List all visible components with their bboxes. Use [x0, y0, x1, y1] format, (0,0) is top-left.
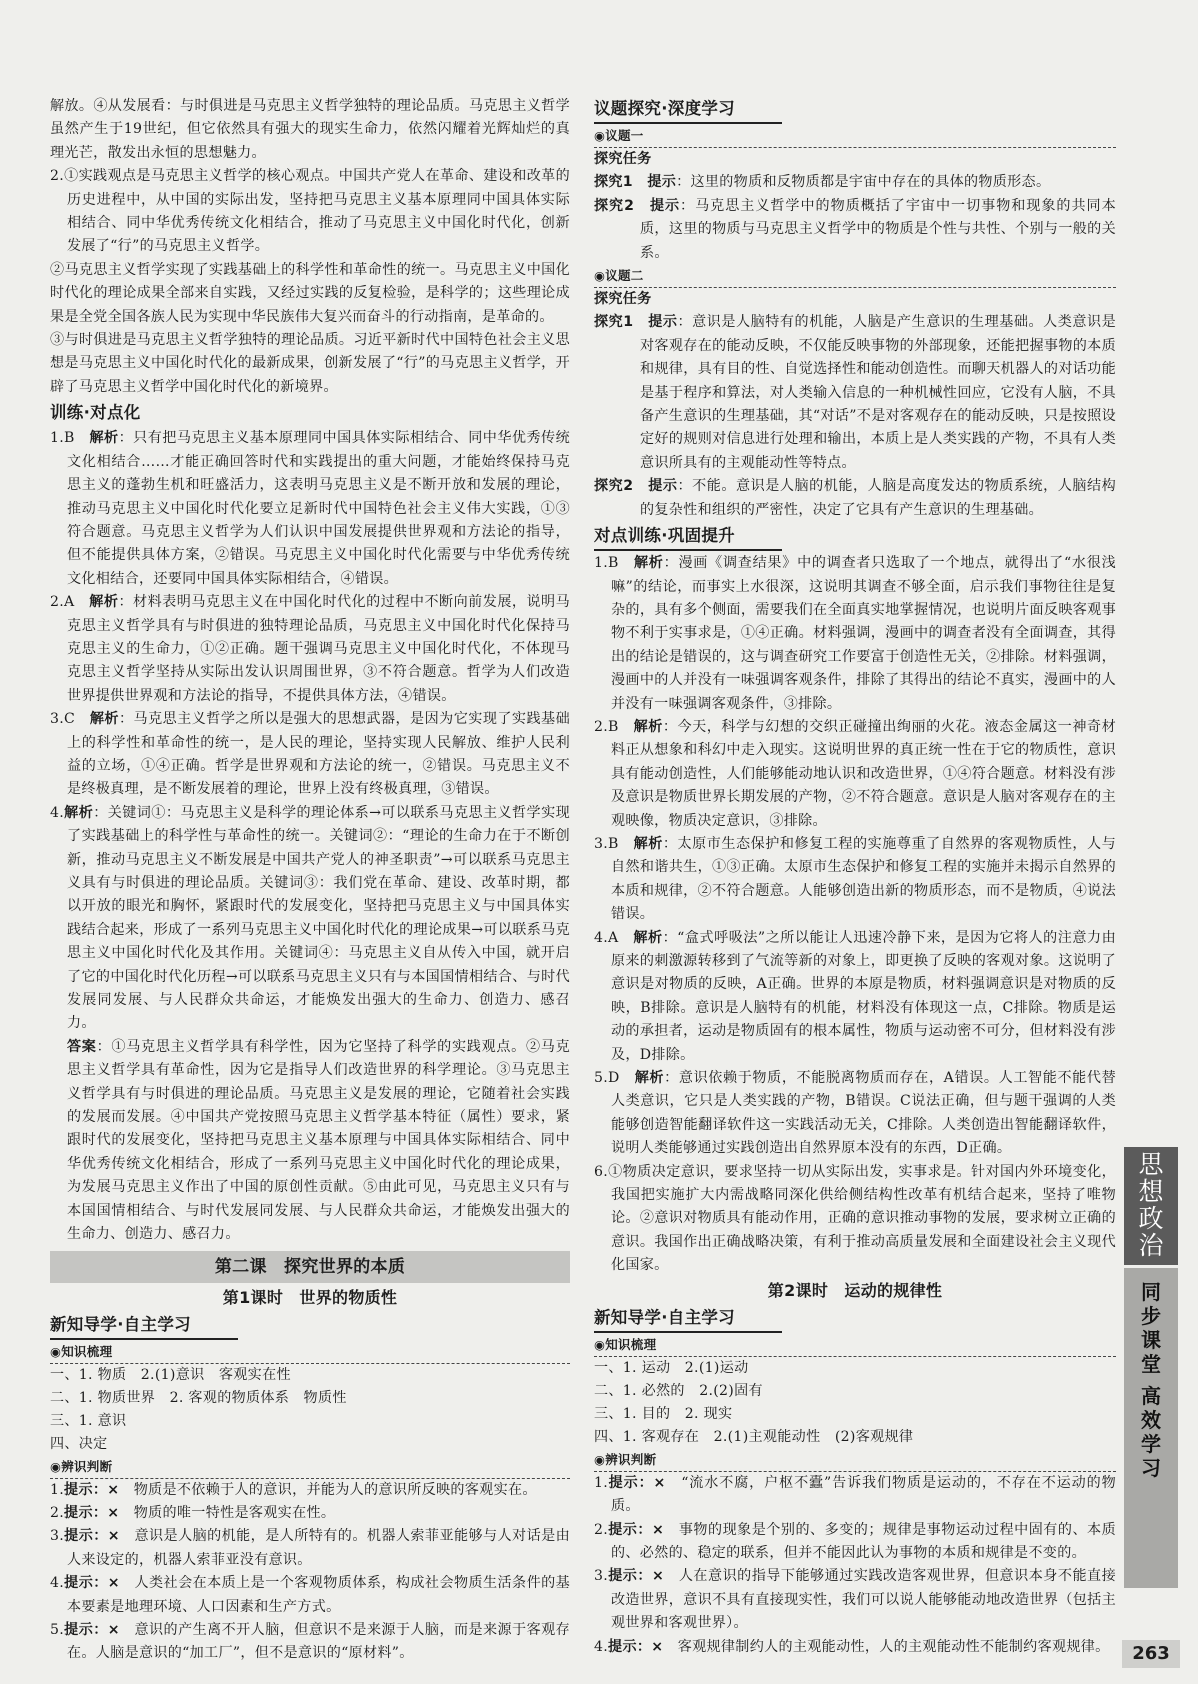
- training-item: 5.D 解析：意识依赖于物质，不能脱离物质而存在，A错误。人工智能不能代替人类意识，它只是人类实践的产物，B错误。C说法正确，但与题干强调的人类能够创造智能翻译软件这一实践活动无关，C排除。人类创造出智能翻译软件，说明人类能够通过实践创造出自然界原本没有的东西，D正确。: [594, 1070, 1116, 1157]
- section-heading-training: 对点训练·巩固提升: [594, 523, 782, 551]
- judge-item: 1.提示：× “流水不腐，户枢不蠹”告诉我们物质是运动的，不存在不运动的物质。: [594, 1474, 1116, 1515]
- training-item: 4.A 解析：“盒式呼吸法”之所以能让人迅速冷静下来，是因为它将人的注意力由原来的刺激源转移到了气流等新的对象上，即更换了反映的客观对象。这说明了意识是对物质的反映，A正确。世界的本原是物质，材料强调意识是对物质的反映，B排除。意识是人脑特有的机能，材料没有体现这一点，C排除。物质是运动的承担者，运动是物质固有的根本属性，物质与运动密不可分，但材料没有涉及，D排除。: [594, 929, 1116, 1063]
- training-item: 3.C 解析：马克思主义哲学之所以是强大的思想武器，是因为它实现了实践基础上的科学性和革命性的统一，是人民的理论，坚持实现人民解放、维护人民利益的立场，①④正确。哲学是世界观和方法论的统一，②错误。马克思主义不是终极真理，是不断发展着的理论，世界上没有终极真理，③错误。: [50, 711, 570, 798]
- judge-label: ◉辨识判断: [594, 1449, 1116, 1472]
- judge-item: 1.提示：× 物质是不依赖于人的意识，并能为人的意识所反映的客观实在。: [50, 1481, 537, 1498]
- section-heading-topic: 议题探究·深度学习: [594, 96, 782, 124]
- knowledge-line: 一、1. 运动 2.(1)运动: [594, 1359, 749, 1376]
- subject-char: 政: [1138, 1204, 1164, 1233]
- period-title: 第1课时 世界的物质性: [222, 1287, 398, 1307]
- knowledge-label: ◉知识梳理: [50, 1341, 570, 1364]
- judge-item: 5.提示：× 意识的产生离不开人脑，但意识不是来源于人脑，而是来源于客观存在。人脑是意识的“加工厂”，但不是意识的“原材料”。: [50, 1621, 571, 1662]
- knowledge-line: 二、1. 物质世界 2. 客观的物质体系 物质性: [50, 1389, 347, 1406]
- series-tab: [1124, 1268, 1178, 1588]
- knowledge-line: 四、决定: [50, 1435, 108, 1452]
- series-char: 习: [1141, 1456, 1161, 1480]
- training-item: 2.A 解析：材料表明马克思主义在中国化时代化的过程中不断向前发展，说明马克思主义哲学具有与时俱进的独特理论品质，马克思主义中国化时代化保持马克思主义的生命力，①②正确。题干强调马克思主义中国化时代化，不体现马克思主义哲学坚持从实际出发认识周围世界，③不符合题意。哲学为人们改造世界提供世界观和方法论的指导，不提供具体方法，④错误。: [50, 594, 571, 704]
- series-char: 同: [1141, 1280, 1161, 1304]
- explore-item: 探究1 提示：意识是人脑特有的机能，人脑是产生意识的生理基础。人类意识是对客观存在的能动反映，不仅能反映事物的外部现象，还能把握事物的本质和规律，具有目的性、自觉选择性和能动创造性。而聊天机器人的对话功能是基于程序和算法，对人类输入信息的一种机械性回应，它没有人脑，不具备产生意识的生理基础，其“对话”不是对客观存在的能动反映，只是按照设定好的规则对信息进行处理和输出，本质上是人类实践的产物，不具有人类意识所具有的主观能动性等特点。: [594, 314, 1116, 471]
- subject-tab: [1124, 1147, 1178, 1265]
- explore-item: 探究2 提示：不能。意识是人脑的机能，人脑是高度发达的物质系统，人脑结构的复杂性和组织的严密性，决定了它具有产生意识的生理基础。: [594, 478, 1116, 518]
- judge-item: 2.提示：× 事物的现象是个别的、多变的；规律是事物运动过程中固有的、本质的、必然的、稳定的联系，但并不能因此认为事物的本质和规律是不变的。: [594, 1521, 1116, 1561]
- training-item: 1.B 解析：漫画《调查结果》中的调查者只选取了一个地点，就得出了“水很浅嘛”的结论，而事实上水很深，这说明其调查不够全面，启示我们事物往往是复杂的，具有多个侧面，需要我们在全面真实地掌握情况，也说明片面反映客观事物不利于实事求是，①④正确。材料强调，漫画中的调查者没有全面调查，其得出的结论是错误的，这与调查研究工作要富于创造性无关，②排除。材料强调，漫画中的人并没有一味强调客观条件，排除了其得出的结论不真实，漫画中的人并没有一味强调客观条件，③排除。: [594, 555, 1116, 712]
- answer-paragraph: 答案：①马克思主义哲学具有科学性，因为它坚持了科学的实践观点。②马克思主义哲学具有革命性，因为它是指导人们改造世界的科学理论。③马克思主义哲学具有与时俱进的理论品质。马克思主义是发展的理论，它随着社会实践的发展而发展。④中国共产党按照马克思主义哲学基本特征（属性）要求，紧跟时代的发展变化，坚持把马克思主义基本原理与中国具体实际相结合、同中华优秀传统文化相结合，形成了一系列马克思主义中国化时代化的理论成果，为发展马克思主义作出了中国的原创性贡献。⑤由此可见，马克思主义只有与本国国情相结合、与时代发展同发展、与人民群众共命运，才能焕发出强大的生命力、创造力、感召力。: [67, 1038, 570, 1243]
- left-column: [50, 95, 570, 1666]
- lesson-title: 第二课 探究世界的本质: [50, 1251, 570, 1283]
- training-item: 2.B 解析：今天，科学与幻想的交织正碰撞出绚丽的火花。液态金属这一神奇材料正从想象和科幻中走入现实。这说明世界的真正统一性在于它的物质性，意识具有能动创造性，人们能够能动地认识和改造世界，①④符合题意。材料没有涉及意识是物质世界长期发展的产物，②不符合题意。意识是人脑对客观存在的主观映像，物质决定意识，③排除。: [594, 718, 1116, 829]
- right-column: [594, 95, 1116, 1659]
- knowledge-line: 一、1. 物质 2.(1)意识 客观实在性: [50, 1366, 291, 1383]
- explore-item: 探究1 提示：这里的物质和反物质都是宇宙中存在的具体的物质形态。: [594, 174, 1051, 191]
- judge-item: 4.提示：× 客观规律制约人的主观能动性，人的主观能动性不能制约客观规律。: [594, 1638, 1110, 1655]
- judge-item: 4.提示：× 人类社会在本质上是一个客观物质体系，构成社会物质生活条件的基本要素是地理环境、人口因素和生产方式。: [50, 1575, 571, 1615]
- topic-label: ◉议题二: [594, 265, 1116, 288]
- section-heading-study: 新知导学·自主学习: [594, 1305, 782, 1333]
- intro-paragraph: 解放。④从发展看：与时俱进是马克思主义哲学独特的理论品质。马克思主义哲学虽然产生于19世纪，但它依然具有强大的现实生命力，依然闪耀着光辉灿烂的真理光芒，散发出永恒的思想魅力。: [50, 98, 570, 161]
- knowledge-line: 二、1. 必然的 2.(2)固有: [594, 1382, 763, 1399]
- intro-paragraph: ③与时俱进是马克思主义哲学独特的理论品质。习近平新时代中国特色社会主义思想是马克思主义中国化时代化的最新成果，创新发展了“行”的马克思主义哲学，开辟了马克思主义哲学中国化时代化的新境界。: [50, 332, 570, 395]
- intro-item: 2.①实践观点是马克思主义哲学的核心观点。中国共产党人在革命、建设和改革的历史进程中，从中国的实际出发，坚持把马克思主义基本原理同中国具体实际相结合、同中华优秀传统文化相结合，推动了马克思主义中国化时代化，创新发展了“行”的马克思主义哲学。: [50, 168, 570, 255]
- intro-paragraph: ②马克思主义哲学实现了实践基础上的科学性和革命性的统一。马克思主义中国化时代化的理论成果全部来自实践，又经过实践的反复检验，是科学的；这些理论成果是全党全国各族人民为实现中华民族伟大复兴而奋斗的行动指南，是革命的。: [50, 261, 570, 325]
- series-char: 步: [1141, 1304, 1161, 1328]
- knowledge-line: 三、1. 目的 2. 现实: [594, 1405, 733, 1422]
- knowledge-line: 四、1. 客观存在 2.(1)主观能动性 (2)客观规律: [594, 1428, 914, 1445]
- explore-item: 探究2 提示：马克思主义哲学中的物质概括了宇宙中一切事物和现象的共同本质，这里的物质与马克思主义哲学中的物质是个性与共性、个别与一般的关系。: [594, 197, 1116, 261]
- training-item: 1.B 解析：只有把马克思主义基本原理同中国具体实际相结合、同中华优秀传统文化相结合……才能正确回答时代和实践提出的重大问题，才能始终保持马克思主义的蓬勃生机和旺盛活力，这表明马克思主义是不断开放和发展的理论，推动马克思主义中国化时代化要立足新时代中国特色社会主义伟大实践，①③符合题意。马克思主义哲学为人们认识中国发展提供世界观和方法论的指导，但不能提供具体方案，②错误。马克思主义中国化时代化需要与中华优秀传统文化相结合，还要同中国具体实际相结合，④错误。: [50, 430, 570, 587]
- judge-item: 3.提示：× 人在意识的指导下能够通过实践改造客观世界，但意识本身不能直接改造世界，意识不具有直接现实性，我们可以说人能够能动地改造世界（包括主观世界和客观世界）。: [594, 1568, 1116, 1632]
- section-heading-study: 新知导学·自主学习: [50, 1312, 238, 1340]
- topic-label: ◉议题一: [594, 125, 1116, 148]
- judge-item: 3.提示：× 意识是人脑的机能，是人所特有的。机器人索菲亚能够与人对话是由人来设定的，机器人索菲亚没有意识。: [50, 1528, 571, 1568]
- subject-char: 治: [1138, 1231, 1164, 1260]
- knowledge-line: 三、1. 意识: [50, 1412, 127, 1429]
- page-number: 263: [1122, 1640, 1180, 1668]
- series-char: 课: [1141, 1328, 1161, 1352]
- training-item: 6.①物质决定意识，要求坚持一切从实际出发，实事求是。针对国内外环境变化，我国把实施扩大内需战略同深化供给侧结构性改革有机结合起来，坚持了唯物论。②意识对物质具有能动作用，正确的意识推动事物的发展，要求树立正确的意识。我国作出正确战略决策，有利于推动高质量发展和全面建设社会主义现代化国家。: [594, 1163, 1116, 1274]
- section-heading-training: 训练·对点化: [50, 403, 141, 423]
- topic-task-label: 探究任务: [594, 291, 652, 308]
- period-title: 第2课时 运动的规律性: [767, 1280, 943, 1300]
- subject-char: 思: [1138, 1150, 1164, 1179]
- series-char: 堂: [1141, 1352, 1161, 1376]
- topic-task-label: 探究任务: [594, 151, 652, 167]
- subject-char: 想: [1138, 1177, 1164, 1206]
- series-char: 效: [1141, 1408, 1161, 1432]
- judge-label: ◉辨识判断: [50, 1456, 570, 1479]
- knowledge-label: ◉知识梳理: [594, 1334, 1116, 1357]
- training-item: 3.B 解析：太原市生态保护和修复工程的实施尊重了自然界的客观物质性，人与自然和谐共生，①③正确。太原市生态保护和修复工程的实施并未揭示自然界的本质和规律，②不符合题意。人能够创造出新的物质形态，而不是物质，④说法错误。: [594, 835, 1116, 923]
- series-char: 学: [1141, 1432, 1161, 1456]
- series-char: 高: [1141, 1384, 1161, 1408]
- training-item: 4.解析：关键词①：马克思主义是科学的理论体系→可以联系马克思主义哲学实现了实践基础上的科学性与革命性的统一。关键词②：“理论的生命力在于不断创新，推动马克思主义不断发展是中国共产党人的神圣职责”→可以联系马克思主义具有与时俱进的理论品质。关键词③：我们党在革命、建设、改革时期，都以开放的眼光和胸怀，紧跟时代的发展变化，坚持把马克思主义与中国具体实践结合起来，形成了一系列马克思主义中国化时代化的理论成果→可以联系马克思主义中国化时代化及其作用。关键词④：马克思主义自从传入中国，就开启了它的中国化时代化历程→可以联系马克思主义只有与本国国情相结合、与时代发展同发展、与人民群众共命运，才能焕发出强大的生命力、创造力、感召力。: [50, 804, 570, 1032]
- judge-item: 2.提示：× 物质的唯一特性是客观实在性。: [50, 1504, 336, 1521]
